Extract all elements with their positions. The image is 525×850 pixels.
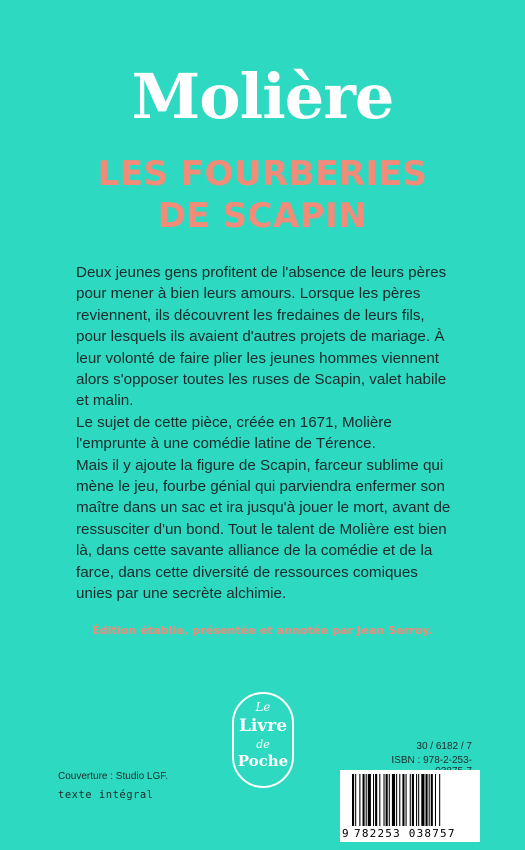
le-livre-de-poche-logo	[232, 692, 294, 788]
isbn-label: ISBN : 978-2-253-	[391, 755, 472, 766]
barcode-bar	[431, 774, 433, 826]
barcode-bar	[406, 774, 407, 826]
barcode-bar	[396, 774, 397, 826]
texte-integral-label: texte intégral	[58, 789, 154, 801]
barcode-bar	[392, 774, 395, 826]
logo-text-le: Le	[255, 700, 271, 714]
blurb-paragraph: Le sujet de cette pièce, créée en 1671, Molière l'emprunte à une comédie latine de Térence.	[76, 413, 392, 453]
logo-text-de: de	[256, 738, 270, 751]
barcode-bar	[368, 774, 371, 826]
back-cover-blurb	[76, 262, 456, 605]
barcode-bar	[363, 774, 365, 826]
barcode-bar	[359, 774, 360, 826]
barcode-bar	[402, 774, 404, 826]
barcode-bar	[373, 774, 374, 826]
barcode-bar	[421, 774, 424, 826]
barcode-bar	[435, 774, 436, 826]
edition-note: Édition établie, présentée et annotée par Jean Serroy.	[92, 624, 433, 637]
barcode-bar	[355, 774, 356, 826]
blurb-paragraph: Mais il y ajoute la figure de Scapin, farceur sublime qui mène le jeu, fourbe génial qui parviendra enfermer son maître dans un sac et ira jusqu'à jouer le mort, avant de ressusciter d'un bond. Tout le talent de Molière est bien là, dans cette savante alliance de la comédie et de la farce, dans cette diversité de ressources comiques unies par une secrète alchimie.	[76, 456, 451, 603]
author-name: Molière	[131, 60, 394, 133]
book-title-line-1: LES FOURBERIES	[97, 154, 428, 194]
barcode-bar	[379, 774, 380, 826]
barcode-bar	[352, 774, 354, 826]
barcode-bar	[399, 774, 400, 826]
barcode-bar	[366, 774, 367, 826]
catalog-number: 30 / 6182 / 7	[416, 741, 472, 752]
isbn-barcode	[340, 770, 480, 842]
barcode-bar	[386, 774, 388, 826]
barcode-bar	[416, 774, 417, 826]
barcode-bar	[410, 774, 411, 826]
barcode-bars	[340, 770, 480, 828]
barcode-first-digit: 9	[342, 827, 349, 840]
barcode-bar	[375, 774, 377, 826]
blurb-paragraph: Deux jeunes gens profitent de l'absence de leurs pères pour mener à bien leurs amours. Lorsque les pères reviennent, ils découvrent les fredaines de leurs fils, pour lesquels ils avaient d'autres projets de mariage. À leur volonté de faire plier les jeunes hommes viennent alors s'opposer toutes les ruses de Scapin, valet habile et malin.	[76, 264, 447, 410]
barcode-bar	[418, 774, 419, 826]
cover-credit: Couverture : Studio LGF.	[58, 771, 169, 782]
barcode-bar	[439, 774, 440, 826]
barcode-bar	[389, 774, 390, 826]
book-title-line-2: DE SCAPIN	[157, 196, 368, 236]
logo-text-livre: Livre	[238, 716, 288, 736]
barcode-digits: 782253 038757	[354, 827, 456, 840]
barcode-bar	[426, 774, 428, 826]
logo-text-poche: Poche	[237, 752, 289, 770]
barcode-bar	[429, 774, 430, 826]
barcode-bar	[384, 774, 385, 826]
barcode-bar	[412, 774, 414, 826]
